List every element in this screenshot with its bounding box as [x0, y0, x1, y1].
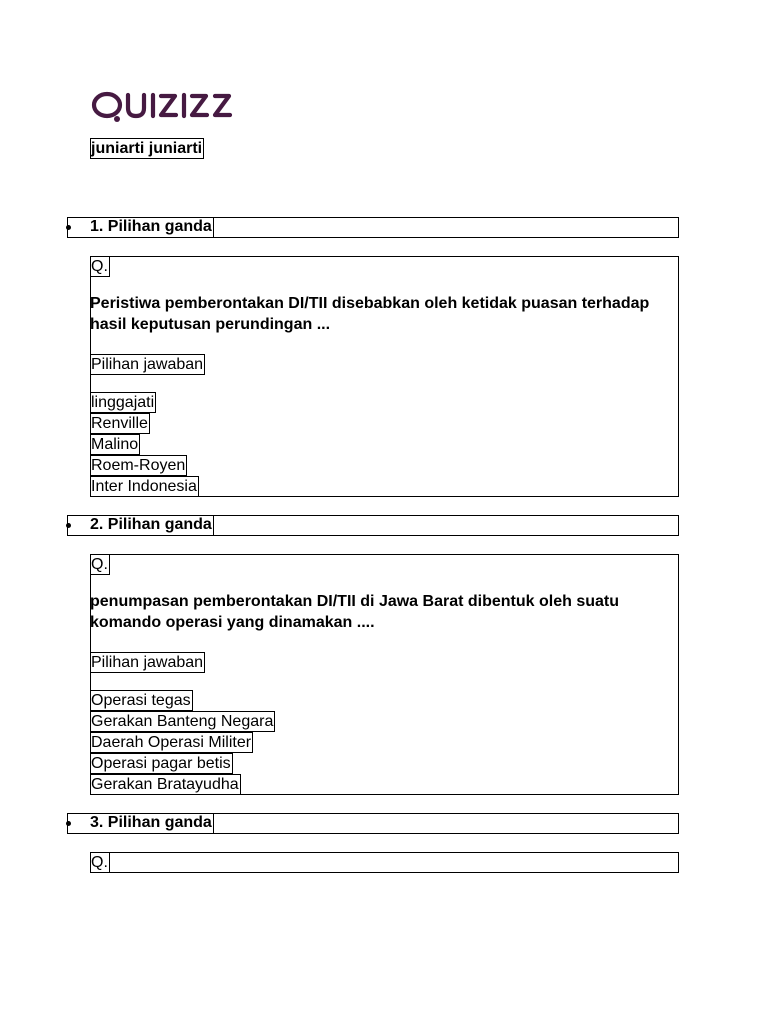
answer-choices — [90, 392, 199, 497]
answer-choice[interactable]: Operasi pagar betis — [91, 755, 231, 772]
question-text: Peristiwa pemberontakan DI/TII disebabkan oleh ketidak puasan terhadap hasil keputusan perundingan ... — [90, 295, 650, 333]
question-card-2 — [90, 554, 679, 795]
q-label: Q. — [91, 854, 108, 871]
answer-choices — [90, 690, 275, 795]
answer-choice[interactable]: linggajati — [91, 394, 155, 411]
answer-choice[interactable]: Operasi tegas — [91, 692, 191, 709]
answer-choice[interactable]: Gerakan Bratayudha — [91, 776, 239, 793]
choices-label: Pilihan jawaban — [91, 654, 204, 671]
question-text: penumpasan pemberontakan DI/TII di Jawa Barat dibentuk oleh suatu komando operasi yang dinamakan .... — [90, 593, 619, 631]
bullet-icon — [66, 821, 71, 826]
answer-choice[interactable]: Roem-Royen — [91, 457, 186, 474]
question-heading-3 — [67, 813, 679, 834]
bullet-icon — [66, 523, 71, 528]
author-name: juniarti juniarti — [91, 140, 203, 157]
answer-choice[interactable]: Gerakan Banteng Negara — [91, 713, 274, 730]
question-heading-label: 3. Pilihan ganda — [90, 814, 212, 831]
question-card-1 — [90, 256, 679, 497]
q-label: Q. — [91, 258, 108, 275]
answer-choice[interactable]: Inter Indonesia — [91, 478, 197, 495]
q-label: Q. — [91, 556, 108, 573]
answer-choice[interactable]: Renville — [91, 415, 148, 432]
answer-choice[interactable]: Daerah Operasi Militer — [91, 734, 252, 751]
choices-label: Pilihan jawaban — [91, 356, 204, 373]
question-heading-label: 1. Pilihan ganda — [90, 218, 212, 235]
question-heading-label: 2. Pilihan ganda — [90, 516, 212, 533]
answer-choice[interactable]: Malino — [91, 436, 139, 453]
question-heading-2 — [67, 515, 679, 536]
bullet-icon — [66, 225, 71, 230]
question-card-3 — [90, 852, 679, 873]
quizizz-logo — [90, 88, 236, 124]
question-heading-1 — [67, 217, 679, 238]
